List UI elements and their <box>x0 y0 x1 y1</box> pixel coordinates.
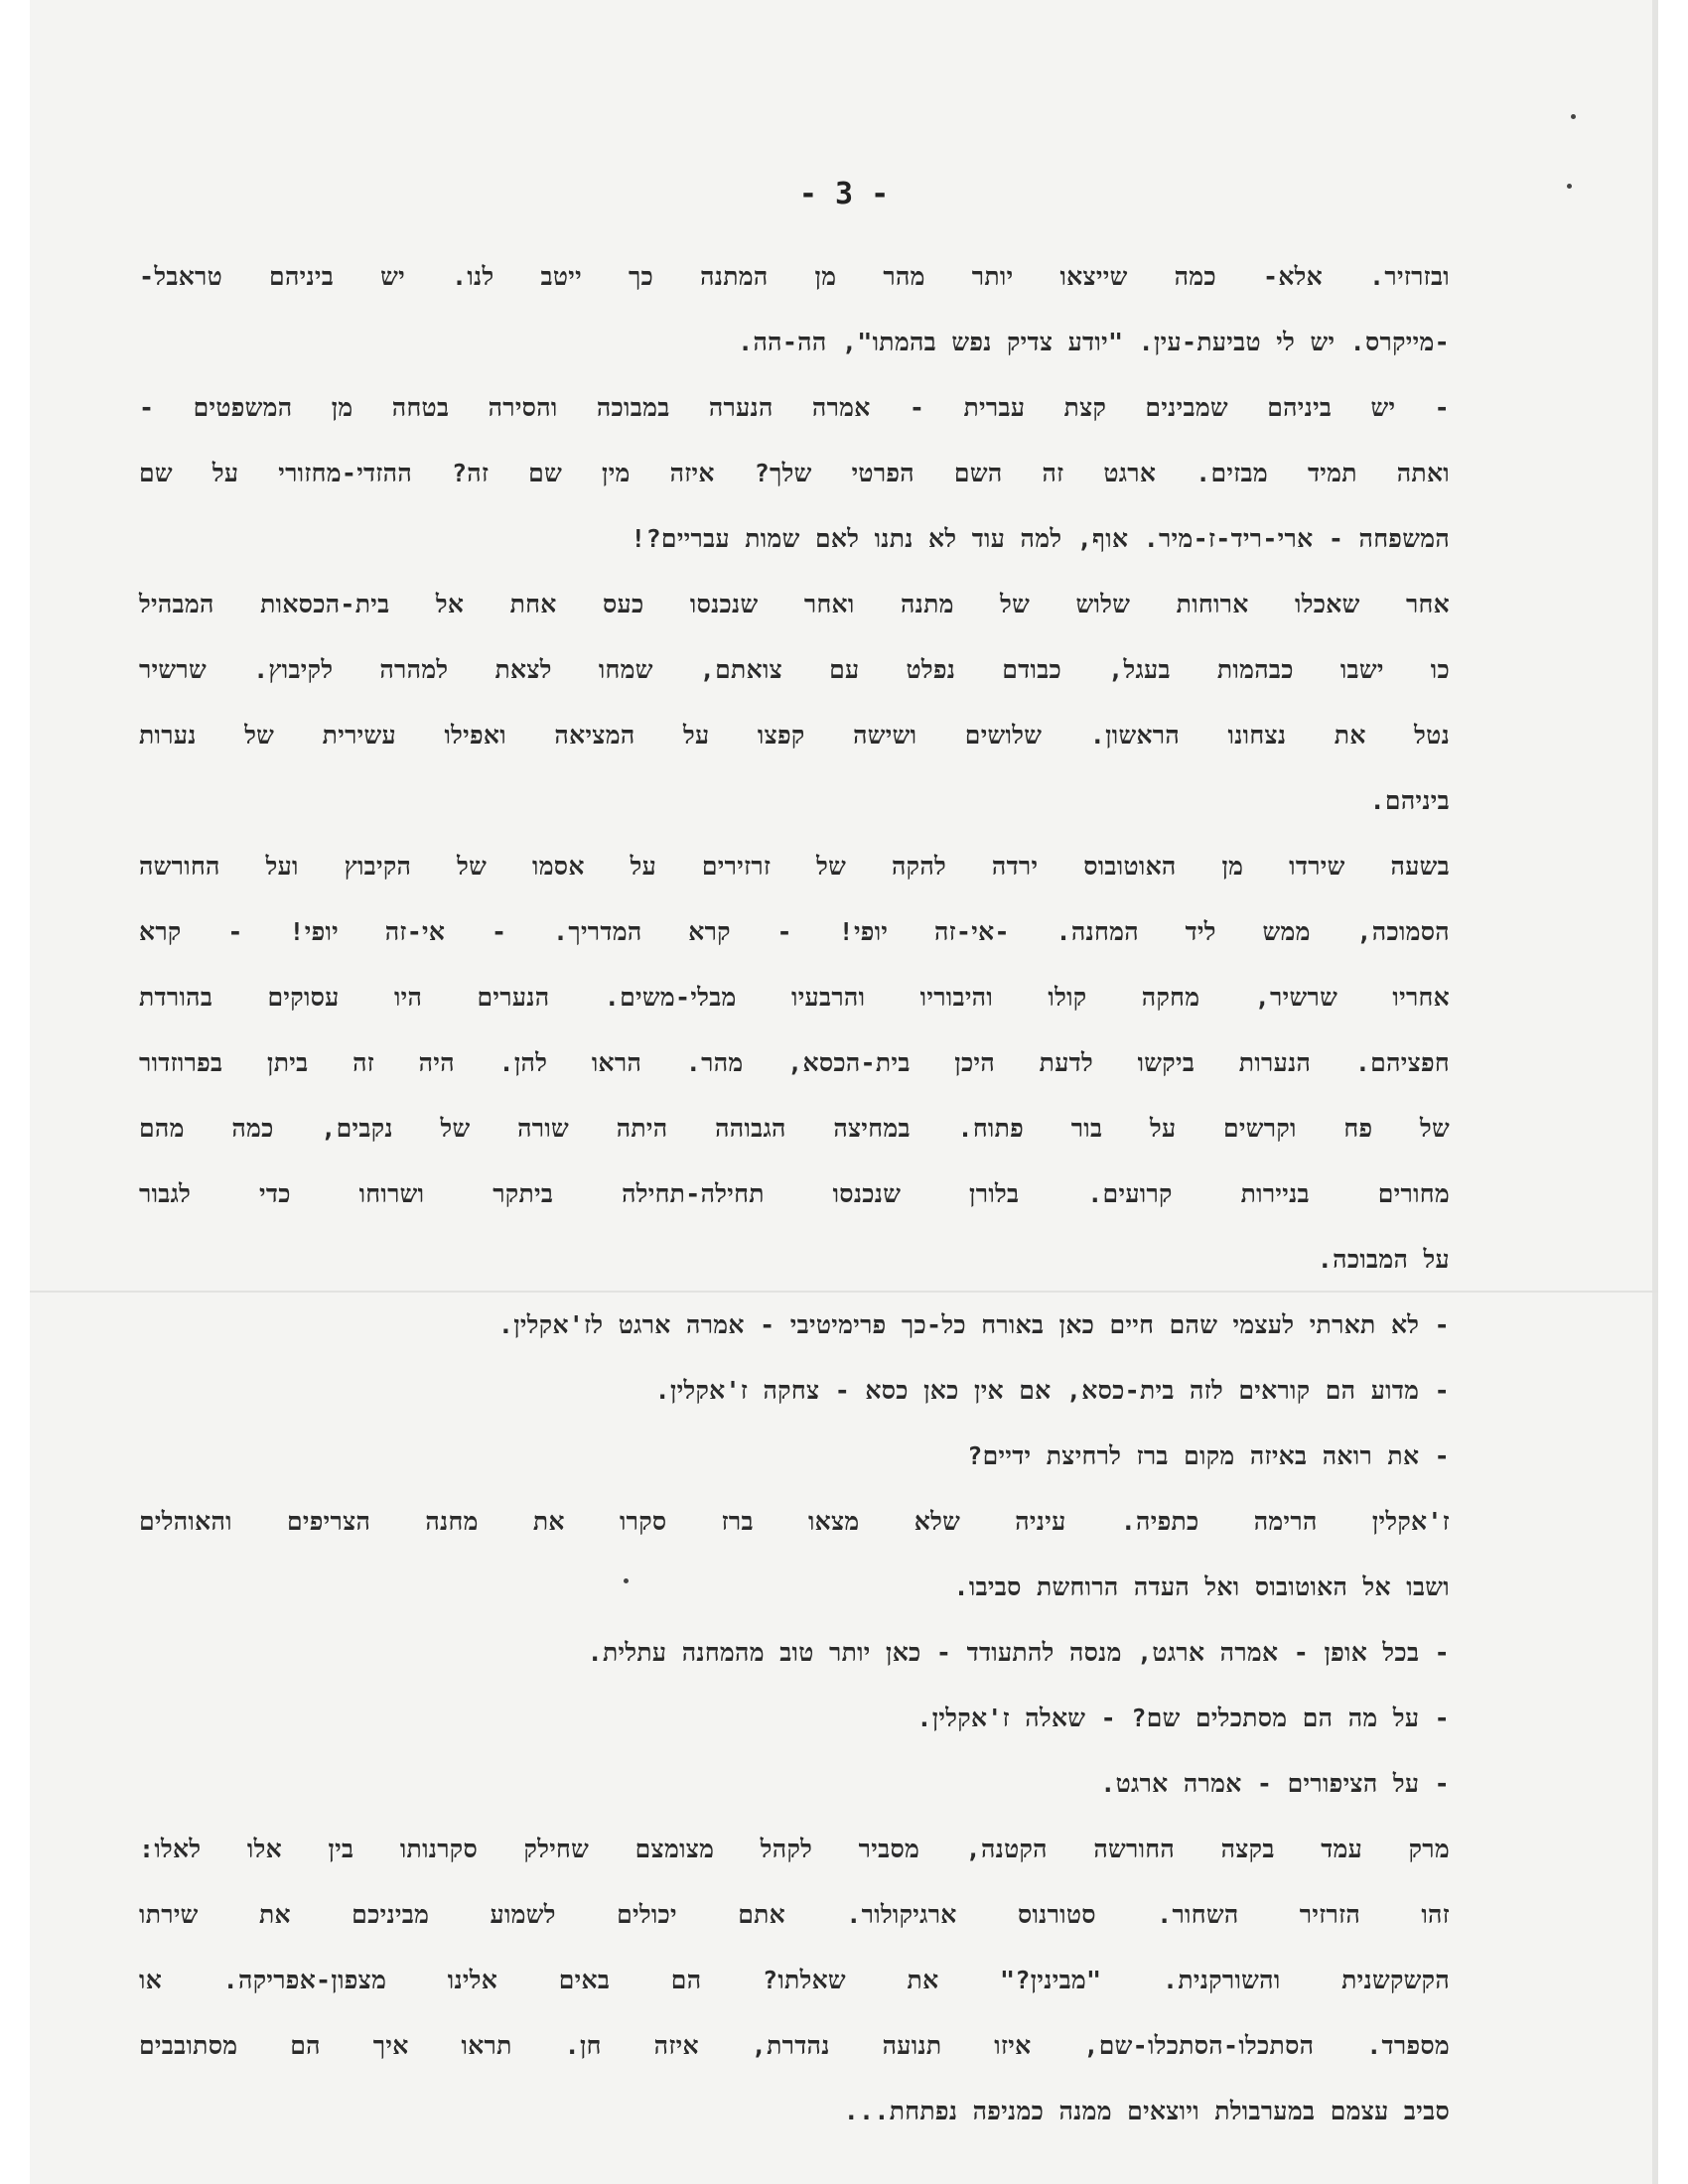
text-line: ביניהם. <box>1369 786 1450 815</box>
text-line: של פח וקרשים על בור פתוח. במחיצה הגבוהה היתה שורה של נקבים, כמה מהם <box>139 1114 1450 1143</box>
text-line: נטל את נצחונו הראשון. שלושים ושישה קפצו על המציאה ואפילו עשירית של נערות <box>139 721 1450 750</box>
text-line: - על הציפורים - אמרה ארגט. <box>1100 1769 1450 1798</box>
text-line: ואתה תמיד מבזים. ארגט זה השם הפרטי שלך? איזה מין שם זה? ההזדי-מחזורי על שם <box>139 459 1450 487</box>
text-line: מרק עמד בקצה החורשה הקטנה, מסביר לקהל מצומצם שחילק סקרנותו בין אלו לאלו: <box>139 1835 1450 1863</box>
text-line: זהו הזרזיר השחור. סטורנוס ארגיקולור. אתם יכולים לשמוע מביניכם את שירתו <box>139 1900 1450 1929</box>
text-line: הקשקשנית והשורקנית. "מבינין?" את שאלתו? הם באים אלינו מצפון-אפריקה. או <box>139 1966 1450 1994</box>
text-line: מחורים בניירות קרועים. בלורן שנכנסו תחילה-תחילה ביתקר ושרוחו כדי לגבור <box>139 1179 1450 1208</box>
text-line: ושבו אל האוטובוס ואל העדה הרוחשת סביבו. <box>953 1572 1450 1601</box>
text-line: - בכל אופן - אמרה ארגט, מנסה להתעודד - כאן יותר טוב מהמחנה עתלית. <box>587 1638 1450 1667</box>
text-line: סביב עצמם במערבולת ויוצאים ממנה כמניפה נפתחת... <box>843 2097 1450 2125</box>
text-line: בשעה שירדו מן האוטובוס ירדה להקה של זרזירים על אסמו של הקיבוץ ועל החורשה <box>139 852 1450 881</box>
text-line: ז'אקלין הרימה כתפיה. עיניה שלא מצאו ברז סקרו את מחנה הצריפים והאוהלים <box>139 1507 1450 1536</box>
text-line: ובזרזיר. אלא- כמה שייצאו יותר מהר מן המתנה כך ייטב לנו. יש ביניהם טראבל- <box>139 262 1450 291</box>
text-line: אחר שאכלו ארוחות שלוש של מתנה ואחר שנכנסו כעס אחת אל בית-הכסאות המבהיל <box>139 590 1450 618</box>
text-line: אחריו שרשיר, מחקה קולו והיבוריו והרבעיו מבלי-משים. הנערים היו עסוקים בהורדת <box>139 983 1450 1012</box>
text-line: -מייקרס. יש לי טביעת-עין. "יודע צדיק נפש בהמתו", הה-הה. <box>738 328 1450 356</box>
paper-speck <box>1571 114 1576 119</box>
text-line: הסמוכה, ממש ליד המחנה. -אי-זה יופי! - קרא המדריך. - אי-זה יופי! - קרא <box>139 917 1450 946</box>
text-line: מספרד. הסתכלו-הסתכלו-שם, איזו תנועה נהדרת, איזה חן. תראו איך הם מסתובבים <box>139 2031 1450 2060</box>
text-line: חפציהם. הנערות ביקשו לדעת היכן בית-הכסא, מהר. הראו להן. היה זה ביתן בפרוזדור <box>139 1048 1450 1077</box>
text-line: על המבוכה. <box>1317 1245 1450 1274</box>
text-line: - יש ביניהם שמבינים קצת עברית - אמרה הנערה במבוכה והסירה בטחה מן המשפטים - <box>139 393 1450 422</box>
text-line: - את רואה באיזה מקום ברז לרחיצת ידיים? <box>967 1441 1450 1470</box>
typewritten-text <box>139 244 1450 2144</box>
text-line: - מדוע הם קוראים לזה בית-כסא, אם אין כאן כסא - צחקה ז'אקלין. <box>654 1376 1450 1405</box>
text-line: כו ישבו כבהמות בעגל, כבודם נפלט עם צואתם, שמחו לצאת למהרה לקיבוץ. שרשיר <box>139 655 1450 684</box>
page-number: - 3 - <box>798 177 890 211</box>
text-line: - על מה הם מסתכלים שם? - שאלה ז'אקלין. <box>916 1704 1450 1732</box>
text-line: המשפחה - ארי-ריד-ז-מיר. אוף, למה עוד לא נתנו לאם שמות עבריים?! <box>631 524 1450 553</box>
text-line: - לא תארתי לעצמי שהם חיים כאן באורח כל-כך פרימיטיבי - אמרה ארגט לז'אקלין. <box>497 1310 1450 1339</box>
